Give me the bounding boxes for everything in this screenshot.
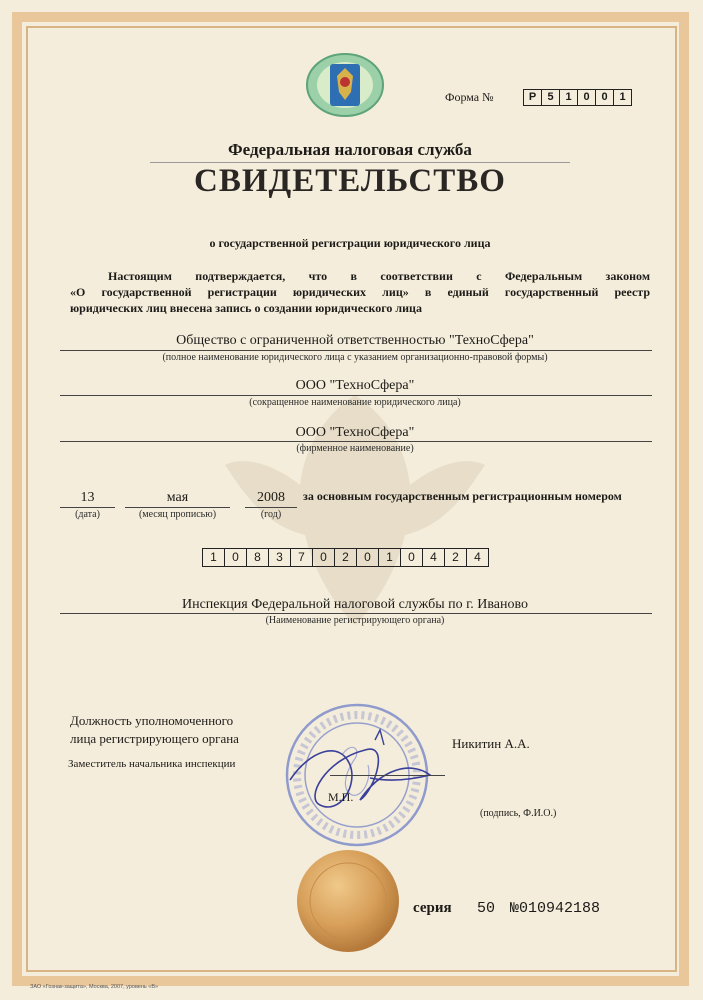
- fns-emblem-icon: [305, 52, 385, 118]
- intro-line: юридических лиц внесена запись о создании юридического лица: [70, 301, 422, 315]
- ogrn-digit: 2: [444, 548, 467, 567]
- date-year-caption: (год): [260, 509, 282, 520]
- form-number-cell: Р: [523, 89, 542, 106]
- ogrn-digit: 8: [246, 548, 269, 567]
- registrar-caption: (Наименование регистрирующего органа): [265, 615, 445, 626]
- form-number-cell: 1: [613, 89, 632, 106]
- ogrn-digit: 4: [466, 548, 489, 567]
- date-day: 13: [80, 490, 95, 505]
- ogrn-digit: 7: [290, 548, 313, 567]
- short-name-line: [60, 395, 652, 396]
- official-name: Никитин А.А.: [452, 736, 530, 751]
- official-heading-line: лица регистрирующего органа: [70, 731, 239, 746]
- ogrn-digit: 0: [356, 548, 379, 567]
- series-value: 50: [477, 900, 496, 917]
- form-number-cell: 1: [559, 89, 578, 106]
- serial-number: №010942188: [510, 900, 601, 917]
- date-month-line: [125, 507, 230, 508]
- ogrn-lead-text: за основным государственным регистрационным номером: [303, 489, 622, 503]
- ogrn-digit: 1: [202, 548, 225, 567]
- form-number-cell: 0: [595, 89, 614, 106]
- date-day-caption: (дата): [75, 509, 100, 520]
- full-name-value: Общество с ограниченной ответственностью "ТехноСфера": [176, 333, 534, 348]
- intro-line: Настоящим подтверждается, что в соответствии с Федеральным законом: [108, 269, 650, 283]
- registrar-line: [60, 613, 652, 614]
- certificate-subtitle: о государственной регистрации юридического лица: [209, 236, 491, 250]
- short-name-value: ООО "ТехноСфера": [295, 378, 415, 393]
- ogrn-digit: 3: [268, 548, 291, 567]
- date-year-line: [245, 507, 297, 508]
- ogrn-digit: 2: [334, 548, 357, 567]
- brand-name-value: ООО "ТехноСфера": [295, 425, 415, 440]
- date-month: мая: [166, 490, 189, 505]
- intro-paragraph: [70, 268, 650, 316]
- stamp-place-label: М.П.: [328, 790, 354, 804]
- agency-name: Федеральная налоговая служба: [228, 140, 472, 159]
- registrar-value: Инспекция Федеральной налоговой службы по г. Иваново: [181, 597, 529, 612]
- intro-line: «О государственной регистрации юридических лиц» в единый государственный реестр: [70, 285, 650, 299]
- full-name-line: [60, 350, 652, 351]
- ogrn-cells: [203, 548, 489, 567]
- ogrn-digit: 0: [312, 548, 335, 567]
- form-number-label: Форма №: [445, 90, 494, 104]
- ogrn-digit: 4: [422, 548, 445, 567]
- series-label: серия: [413, 900, 452, 916]
- full-name-caption: (полное наименование юридического лица с указанием организационно-правовой формы): [162, 352, 548, 363]
- official-position-heading: [70, 712, 239, 748]
- brand-name-caption: (фирменное наименование): [296, 443, 414, 454]
- ogrn-digit: 0: [400, 548, 423, 567]
- signature-caption: (подпись, Ф.И.О.): [480, 808, 557, 819]
- date-day-line: [60, 507, 115, 508]
- brand-name-line: [60, 441, 652, 442]
- certificate-title: СВИДЕТЕЛЬСТВО: [194, 163, 506, 199]
- gold-hologram-seal: [295, 848, 401, 954]
- printer-note: ЗАО «Гознак-защита», Москва, 2007, уровень «В»: [30, 984, 159, 990]
- official-heading-line: Должность уполномоченного: [70, 713, 234, 728]
- form-number-cells: [524, 89, 632, 106]
- official-position: Заместитель начальника инспекции: [68, 758, 236, 770]
- date-year: 2008: [257, 490, 285, 505]
- short-name-caption: (сокращенное наименование юридического лица): [249, 397, 461, 408]
- ogrn-digit: 0: [224, 548, 247, 567]
- form-number-cell: 0: [577, 89, 596, 106]
- form-number-cell: 5: [541, 89, 560, 106]
- ogrn-digit: 1: [378, 548, 401, 567]
- date-month-caption: (месяц прописью): [138, 509, 217, 520]
- signature-line: [330, 775, 445, 776]
